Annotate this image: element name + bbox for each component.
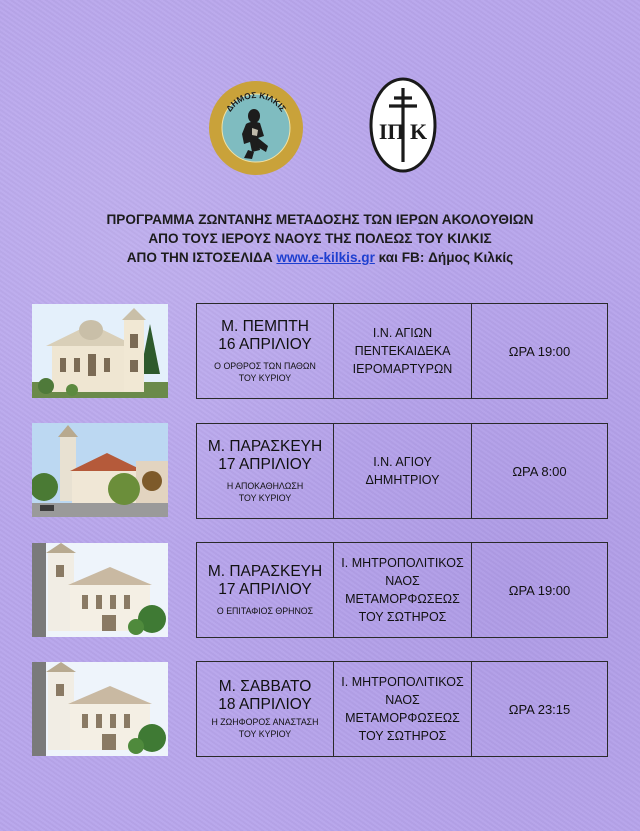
- municipality-logo: [208, 80, 304, 176]
- church-name-line: Ι.Ν. ΑΓΙΟΥ: [373, 455, 432, 469]
- heading-line-3-suffix: και FB: Δήμος Κιλκίς: [378, 250, 514, 265]
- church-photo-metamorfoseos: [32, 543, 168, 637]
- website-link[interactable]: www.e-kilkis.gr: [276, 250, 375, 265]
- time-cell: [471, 304, 607, 398]
- day-label: Μ. ΠΑΡΑΣΚΕΥΗ: [207, 438, 323, 455]
- date-label: 17 ΑΠΡΙΛΙΟΥ: [218, 456, 312, 473]
- service-name: [227, 480, 303, 504]
- schedule-table-row-1: [196, 303, 608, 399]
- day-label: Μ. ΠΕΜΠΤΗ: [221, 318, 309, 335]
- church-monogram-logo: [369, 76, 437, 174]
- service-name: [214, 360, 316, 384]
- church-name-line: Ι. ΜΗΤΡΟΠΟΛΙΤΙΚΟΣ: [341, 556, 464, 570]
- date-cell: [197, 543, 333, 637]
- time-label: ΩΡΑ 19:00: [508, 343, 571, 359]
- church-name-line: ΔΗΜΗΤΡΙΟΥ: [365, 473, 440, 487]
- heading-line-2: ΑΠΟ ΤΟΥΣ ΙΕΡΟΥΣ ΝΑΟΥΣ ΤΗΣ ΠΟΛΕΩΣ ΤΟΥ ΚΙΛΚΙΣ: [148, 231, 492, 246]
- service-name-line: Ο ΕΠΙΤΑΦΙΟΣ ΘΡΗΝΟΣ: [216, 606, 314, 616]
- church-name-line: ΜΕΤΑΜΟΡΦΩΣΕΩΣ: [345, 711, 460, 725]
- church-name-line: Ι. ΜΗΤΡΟΠΟΛΙΤΙΚΟΣ: [341, 675, 464, 689]
- date-cell: [197, 662, 333, 756]
- date-cell: [197, 424, 333, 518]
- church-photo-agiou-dimitriou: [32, 423, 168, 517]
- time-label: ΩΡΑ 8:00: [512, 463, 567, 479]
- church-cell: [333, 424, 471, 518]
- heading-line-1: ΠΡΟΓΡΑΜΜΑ ΖΩΝΤΑΝΗΣ ΜΕΤΑΔΟΣΗΣ ΤΩΝ ΙΕΡΩΝ ΑΚΟΛΟΥΘΙΩΝ: [106, 212, 534, 227]
- church-monogram-text: ΙΠ Κ: [378, 119, 428, 144]
- heading-line-3-prefix: ΑΠΟ ΤΗΝ ΙΣΤΟΣΕΛΙΔΑ: [126, 250, 273, 265]
- church-name-line: Ι.Ν. ΑΓΙΩΝ: [372, 326, 433, 340]
- church-name-line: ΤΟΥ ΣΩΤΗΡΟΣ: [358, 610, 447, 624]
- municipality-logo-text: ΔΗΜΟΣ ΚΙΛΚΙΣ: [223, 89, 289, 114]
- church-name-line: ΜΕΤΑΜΟΡΦΩΣΕΩΣ: [345, 592, 460, 606]
- church-name-line: ΤΟΥ ΣΩΤΗΡΟΣ: [358, 729, 447, 743]
- schedule-table-row-3: [196, 542, 608, 638]
- service-name: [212, 716, 319, 740]
- church-photo-metamorfoseos-2: [32, 662, 168, 756]
- service-name-line: ΤΟΥ ΚΥΡΙΟΥ: [238, 373, 292, 383]
- church-name-line: ΙΕΡΟΜΑΡΤΥΡΩΝ: [352, 362, 453, 376]
- church-cell: [333, 543, 471, 637]
- time-cell: [471, 543, 607, 637]
- church-photo-agion-pentekaideka: [32, 304, 168, 398]
- service-name-line: Η ΑΠΟΚΑΘΗΛΩΣΗ: [226, 481, 304, 491]
- service-name-line: ΤΟΥ ΚΥΡΙΟΥ: [238, 729, 292, 739]
- schedule-table-row-4: [196, 661, 608, 757]
- schedule-row-1: [0, 303, 640, 399]
- schedule-row-4: [0, 661, 640, 757]
- service-name-line: Ο ΟΡΘΡΟΣ ΤΩΝ ΠΑΘΩΝ: [214, 361, 316, 371]
- service-name: [217, 605, 313, 617]
- church-name-line: ΝΑΟΣ: [385, 693, 420, 707]
- church-cell: [333, 304, 471, 398]
- heading-line-3: [0, 248, 640, 267]
- time-label: ΩΡΑ 19:00: [508, 582, 571, 598]
- page-heading: [0, 210, 640, 267]
- time-cell: [471, 424, 607, 518]
- date-label: 16 ΑΠΡΙΛΙΟΥ: [218, 336, 312, 353]
- day-label: Μ. ΠΑΡΑΣΚΕΥΗ: [207, 563, 323, 580]
- schedule-row-2: [0, 423, 640, 519]
- date-label: 17 ΑΠΡΙΛΙΟΥ: [218, 581, 312, 598]
- time-label: ΩΡΑ 23:15: [508, 701, 571, 717]
- schedule-table-row-2: [196, 423, 608, 519]
- church-name-line: ΠΕΝΤΕΚΑΙΔΕΚΑ: [354, 344, 451, 358]
- day-label: Μ. ΣΑΒΒΑΤΟ: [218, 678, 312, 695]
- church-name-line: ΝΑΟΣ: [385, 574, 420, 588]
- service-name-line: ΤΟΥ ΚΥΡΙΟΥ: [238, 493, 292, 503]
- date-cell: [197, 304, 333, 398]
- date-label: 18 ΑΠΡΙΛΙΟΥ: [218, 696, 312, 713]
- schedule-row-3: [0, 542, 640, 638]
- service-name-line: Η ΖΩΗΦΟΡΟΣ ΑΝΑΣΤΑΣΗ: [211, 717, 319, 727]
- church-cell: [333, 662, 471, 756]
- time-cell: [471, 662, 607, 756]
